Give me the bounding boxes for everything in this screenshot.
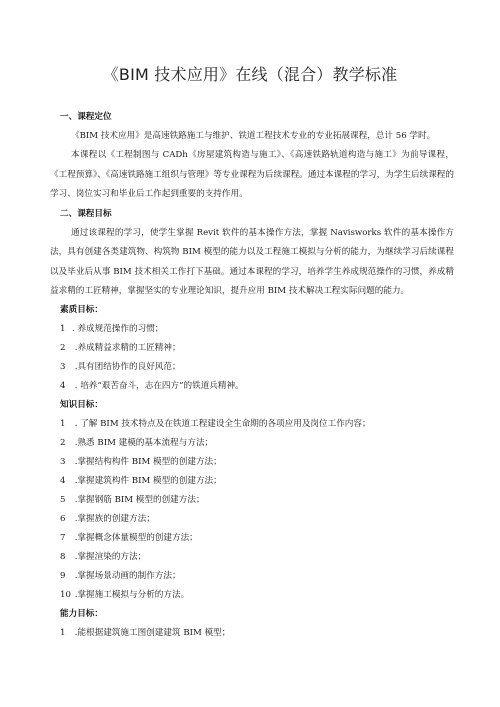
list-item: 1 .能根据建筑施工图创建建筑 BIM 模型； (60, 628, 231, 639)
list-item: 4 . 培养“艰苦奋斗，志在四方”的铁道兵精神。 (60, 381, 244, 392)
list-item: 2 .熟悉 BIM 建模的基本流程与方法； (60, 438, 214, 449)
page-title: 《BIM 技术应用》在线（混合）教学标准 (102, 65, 398, 84)
list-item: 1 . 了解 BIM 技术特点及在铁道工程建设全生命期的各项应用及岗位工作内容； (60, 419, 371, 430)
paragraph: 《BIM 技术应用》是高速铁路施工与维护、铁道工程技术专业的专业拓展课程，总计 56 学时。 (71, 131, 436, 141)
list-item: 1 . 养成规范操作的习惯； (60, 324, 164, 335)
list-item: 3 .掌握结构构件 BIM 模型的创建方法； (60, 457, 222, 468)
ability-goals-list (50, 624, 454, 643)
list-item: 2 .养成精益求精的工匠精神； (60, 343, 181, 354)
document-body (50, 107, 454, 643)
list-item: 10 .掌握施工模拟与分析的方法。 (60, 590, 190, 601)
section-heading-course-goals: 二、课程目标 (60, 209, 112, 220)
list-item: 3 .具有团结协作的良好风范； (60, 362, 181, 373)
knowledge-goals-list (50, 415, 454, 605)
list-item: 5 .掌握钢筋 BIM 模型的创建方法； (60, 495, 205, 506)
section-heading-course-position: 一、课程定位 (60, 112, 112, 122)
list-item: 7 .掌握概念体量模型的创建方法； (60, 533, 198, 544)
list-item: 6 .掌握族的创建方法； (60, 514, 155, 525)
list-item: 4 .掌握建筑构件 BIM 模型的创建方法； (60, 476, 222, 487)
list-item: 8 .掌握渲染的方法； (60, 552, 147, 563)
quality-goals-list (50, 320, 454, 396)
subheading-knowledge-goals: 知识目标： (60, 400, 103, 411)
list-item: 9 .掌握场景动画的制作方法； (60, 571, 181, 582)
subheading-ability-goals: 能力目标： (60, 609, 103, 620)
subheading-quality-goals: 素质目标： (60, 305, 103, 316)
paragraph: 通过该课程的学习，使学生掌握 Revit 软件的基本操作方法，掌握 Navisworks 软件的基本操作方法，具有创建各类建筑物、构筑物 BIM 模型的能力以及工程施工模拟与分析的能力，为继续学习后续课程以及毕业后从事 BIM 技术相关工作打下基础。通过本课程的学习，培养学生养成规范操作的习惯，养成精益求精的工匠精神，掌握坚实的专业理论知识，提升应用 BIM 技术解决工程实际问题的能力。 (50, 228, 454, 297)
paragraph: 本课程以《工程制图与 CADh《房屋建筑构造与施工》、《高速铁路轨道构造与施工》为前导课程，《工程预算》、《高速铁路施工组织与管理》等专业课程为后续课程。通过本课程的学习，为学生后续课程的学习、岗位实习和毕业后工作起到重要的支持作用。 (50, 150, 454, 199)
